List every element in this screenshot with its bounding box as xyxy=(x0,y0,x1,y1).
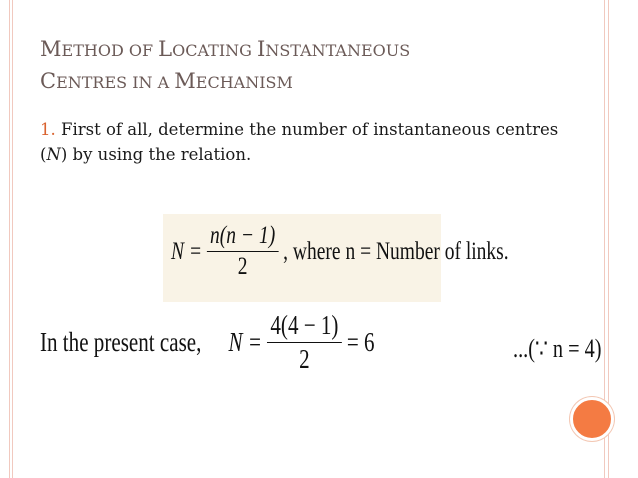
present-case-label: In the present case, xyxy=(40,327,202,357)
title-word-initial: I xyxy=(257,37,266,61)
step-text-b: ) by using the relation. xyxy=(60,145,252,164)
present-case-fraction xyxy=(267,310,341,375)
formula-denominator: 2 xyxy=(207,251,278,281)
step-number: 1. xyxy=(40,120,56,139)
present-case-denominator: 2 xyxy=(267,342,341,375)
title-word-rest: ETHOD OF xyxy=(61,41,159,60)
formula-present-case xyxy=(40,310,374,375)
present-case-note: ...(∵ n = 4) xyxy=(513,334,602,363)
left-border-line xyxy=(9,0,10,478)
title-word-initial: M xyxy=(40,37,62,61)
decorative-circle xyxy=(570,397,614,441)
title-word-initial: C xyxy=(40,69,57,93)
present-case-result: = 6 xyxy=(346,327,375,357)
formula-general xyxy=(171,222,509,281)
title-word-rest: ECHANISM xyxy=(195,73,293,92)
step-paragraph xyxy=(40,117,580,167)
formula-numerator: n(n − 1) xyxy=(210,222,276,249)
step-text-variable: N xyxy=(46,145,61,164)
title-line-2 xyxy=(40,66,580,98)
step-text-a: First of all, determine the number of instantaneous centres ( xyxy=(40,120,559,164)
title-word-rest: ENTRES IN A xyxy=(56,73,175,92)
present-case-lhs: N = xyxy=(228,327,263,357)
present-case-numerator: 4(4 − 1) xyxy=(270,310,339,340)
formula-box xyxy=(163,214,509,302)
formula-lhs: N = xyxy=(171,237,203,265)
formula-tail: , where n = Number of links. xyxy=(283,237,509,265)
slide-title xyxy=(40,34,580,98)
title-word-initial: L xyxy=(158,37,173,61)
title-line-1 xyxy=(40,34,580,66)
title-word-rest: NSTANTANEOUS xyxy=(265,41,411,60)
formula-fraction xyxy=(207,222,278,281)
left-border-line-inner xyxy=(12,0,13,478)
title-word-rest: OCATING xyxy=(172,41,258,60)
title-word-initial: M xyxy=(174,69,196,93)
